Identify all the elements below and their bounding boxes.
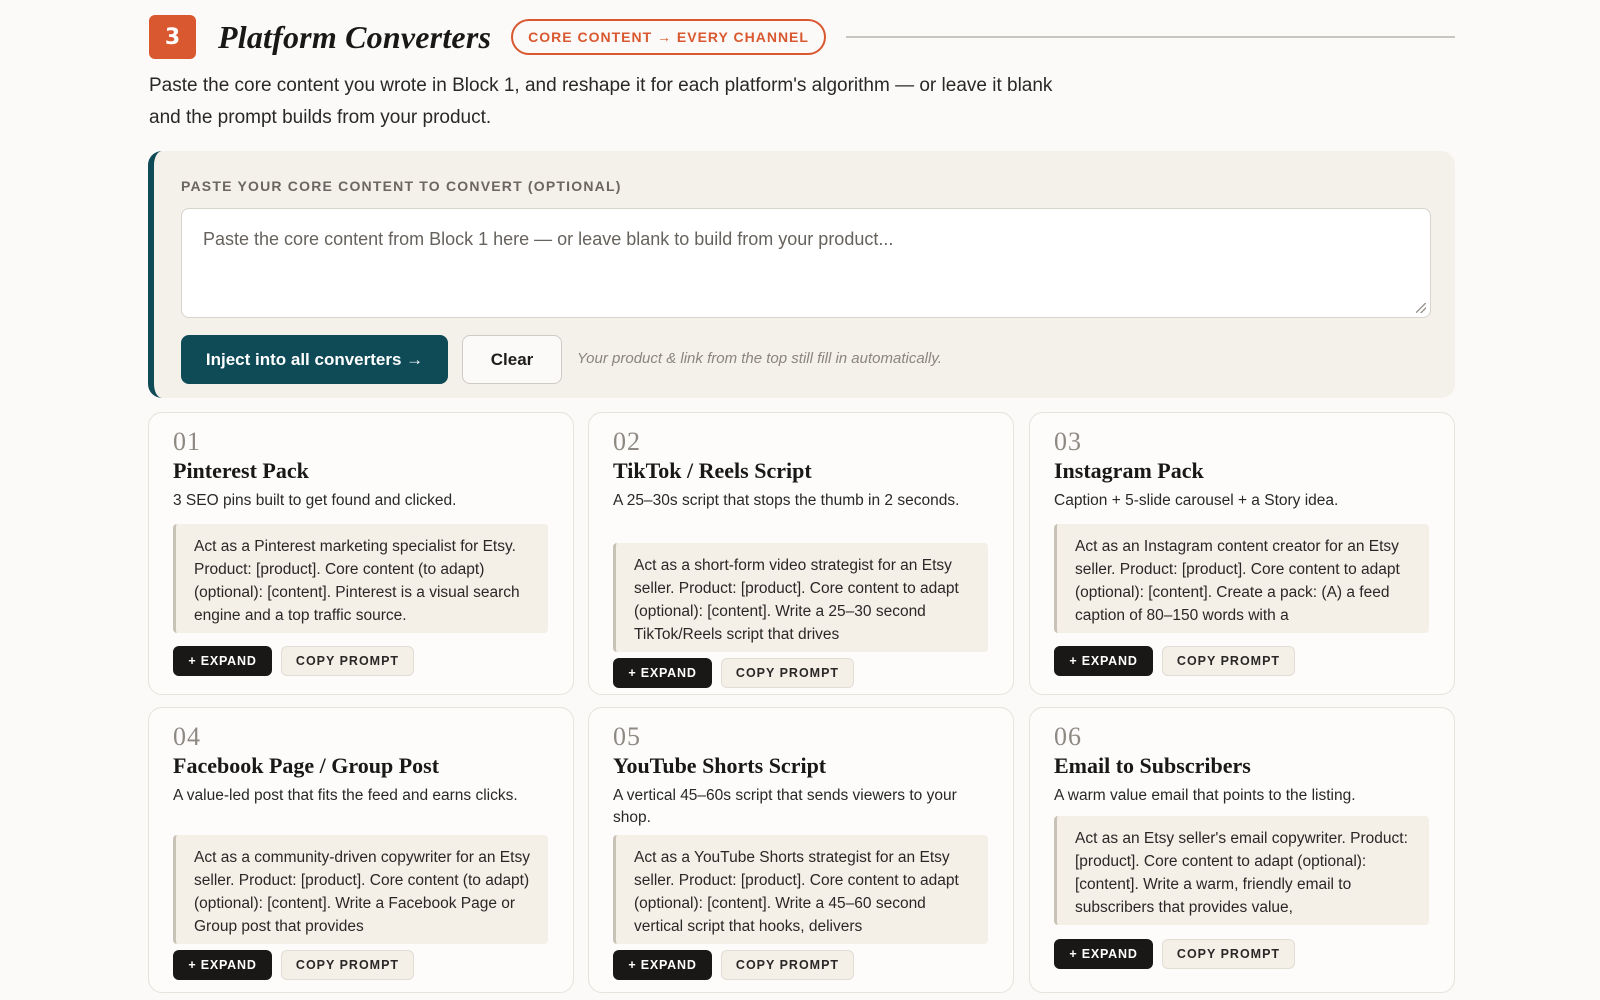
card-number: 04 bbox=[173, 722, 201, 751]
expand-button[interactable]: + EXPAND bbox=[173, 646, 272, 676]
resize-grip-icon[interactable] bbox=[1416, 303, 1426, 313]
card-description: A value-led post that fits the feed and earns clicks. bbox=[173, 787, 518, 804]
section-header bbox=[149, 15, 1455, 59]
paste-content-panel bbox=[148, 151, 1455, 398]
card-title: Pinterest Pack bbox=[173, 458, 309, 483]
card-description: A vertical 45–60s script that sends viewers to your shop. bbox=[613, 787, 957, 826]
card-title: YouTube Shorts Script bbox=[613, 753, 827, 778]
inject-all-button[interactable]: Inject into all converters → bbox=[181, 335, 448, 384]
card-title: Email to Subscribers bbox=[1054, 753, 1251, 778]
prompt-preview: Act as a YouTube Shorts strategist for an Etsy seller. Product: [product]. Core content to adapt (optional): [content]. Write a 45–60 second vertical script that hooks, delivers bbox=[613, 835, 988, 944]
intro-text: Paste the core content you wrote in Block 1, and reshape it for each platform's algorithm — or leave it blank and the prompt builds from your product. bbox=[149, 75, 1053, 128]
prompt-preview: Act as a community-driven copywriter for an Etsy seller. Product: [product]. Core content (to adapt) (optional): [content]. Write a Facebook Page or Group post that provides bbox=[173, 835, 548, 944]
expand-button[interactable]: + EXPAND bbox=[613, 658, 712, 688]
paste-content-label: PASTE YOUR CORE CONTENT TO CONVERT (OPTIONAL) bbox=[181, 178, 622, 194]
card-number: 03 bbox=[1054, 427, 1082, 456]
card-description: A warm value email that points to the listing. bbox=[1054, 787, 1356, 804]
core-content-textarea[interactable] bbox=[181, 208, 1431, 318]
converter-card-email bbox=[1029, 707, 1455, 993]
copy-prompt-button[interactable]: COPY PROMPT bbox=[1162, 939, 1295, 969]
prompt-preview: Act as a short-form video strategist for an Etsy seller. Product: [product]. Core content to adapt (optional): [content]. Write a 25–30 second TikTok/Reels script that drives bbox=[613, 543, 988, 652]
section-tag-pill: CORE CONTENT → EVERY CHANNEL bbox=[511, 19, 826, 55]
card-title: Facebook Page / Group Post bbox=[173, 753, 440, 778]
card-description: Caption + 5-slide carousel + a Story idea. bbox=[1054, 492, 1339, 509]
textarea-placeholder: Paste the core content from Block 1 here — or leave blank to build from your product... bbox=[203, 229, 894, 249]
converter-card-youtube bbox=[588, 707, 1014, 993]
prompt-preview: Act as an Instagram content creator for an Etsy seller. Product: [product]. Core content to adapt (optional): [content]. Create a pack: (A) a feed caption of 80–150 words with a bbox=[1054, 524, 1429, 633]
expand-button[interactable]: + EXPAND bbox=[173, 950, 272, 980]
autofill-hint: Your product & link from the top still fill in automatically. bbox=[577, 350, 942, 367]
clear-button[interactable]: Clear bbox=[462, 335, 562, 384]
copy-prompt-button[interactable]: COPY PROMPT bbox=[281, 950, 414, 980]
expand-button[interactable]: + EXPAND bbox=[1054, 939, 1153, 969]
converter-card-instagram bbox=[1029, 412, 1455, 695]
expand-button[interactable]: + EXPAND bbox=[613, 950, 712, 980]
card-number: 05 bbox=[613, 722, 641, 751]
header-divider bbox=[846, 36, 1455, 38]
step-number-badge: 3 bbox=[149, 15, 196, 59]
copy-prompt-button[interactable]: COPY PROMPT bbox=[281, 646, 414, 676]
copy-prompt-button[interactable]: COPY PROMPT bbox=[721, 658, 854, 688]
converter-card-facebook bbox=[148, 707, 574, 993]
card-number: 01 bbox=[173, 427, 201, 456]
prompt-preview: Act as an Etsy seller's email copywriter. Product: [product]. Core content to adapt (optional): [content]. Write a warm, friendly email to subscribers that provides value, bbox=[1054, 816, 1429, 925]
converter-card-pinterest bbox=[148, 412, 574, 695]
section-title: Platform Converters bbox=[218, 18, 492, 55]
copy-prompt-button[interactable]: COPY PROMPT bbox=[1162, 646, 1295, 676]
expand-button[interactable]: + EXPAND bbox=[1054, 646, 1153, 676]
prompt-preview: Act as a Pinterest marketing specialist for Etsy. Product: [product]. Core content (to adapt) (optional): [content]. Pinterest is a visual search engine and a top traffic source. bbox=[173, 524, 548, 633]
card-description: A 25–30s script that stops the thumb in 2 seconds. bbox=[613, 492, 960, 509]
card-title: Instagram Pack bbox=[1054, 458, 1204, 483]
card-title: TikTok / Reels Script bbox=[613, 458, 812, 483]
card-description: 3 SEO pins built to get found and clicked. bbox=[173, 492, 457, 509]
converter-card-tiktok bbox=[588, 412, 1014, 695]
card-number: 02 bbox=[613, 427, 641, 456]
copy-prompt-button[interactable]: COPY PROMPT bbox=[721, 950, 854, 980]
card-number: 06 bbox=[1054, 722, 1082, 751]
